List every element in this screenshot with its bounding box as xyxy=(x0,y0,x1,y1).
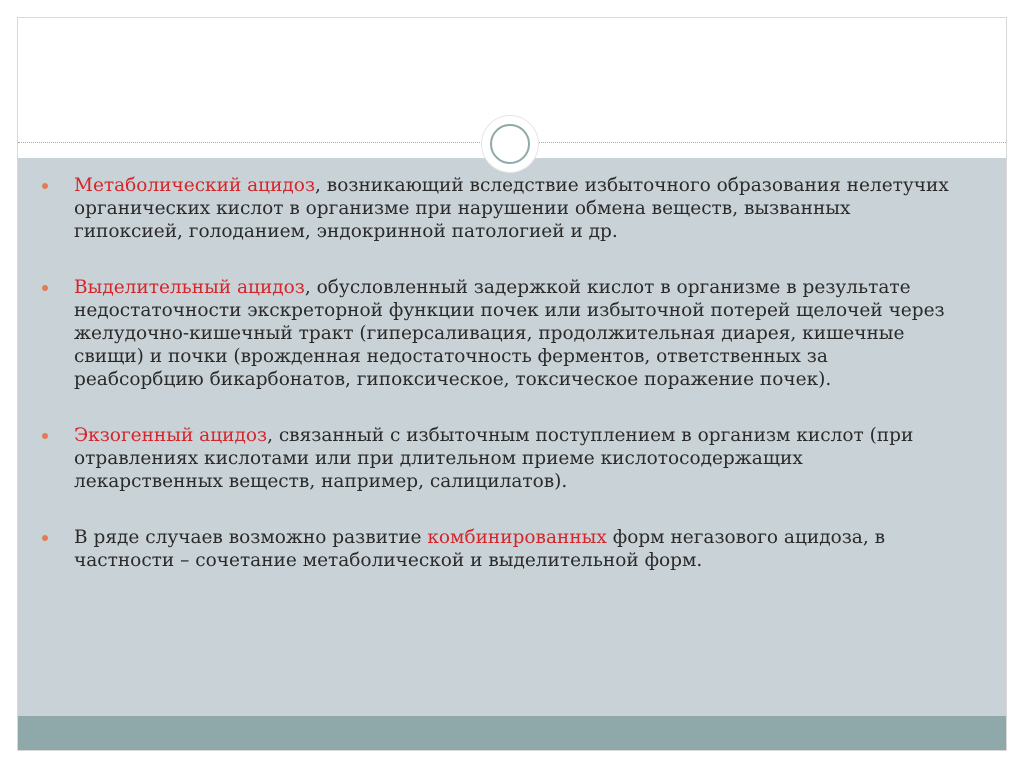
circle-ring-inner xyxy=(490,124,530,164)
term-metabolic-acidosis: Метаболический ацидоз xyxy=(74,175,316,196)
bullet-dot-icon xyxy=(42,183,48,189)
bullet-item-exogenous-acidosis xyxy=(32,424,952,493)
term-combined-forms: комбинированных xyxy=(427,527,607,548)
bullet-dot-icon xyxy=(42,433,48,439)
bullet-item-combined-acidosis xyxy=(32,526,952,572)
slide-footer-band xyxy=(18,716,1006,751)
description-combined-acidosis: форм негазового ацидоза, в частности – сочетание метаболической и выделительной форм. xyxy=(74,527,886,571)
description-combined-intro: В ряде случаев возможно развитие xyxy=(74,527,428,548)
term-excretory-acidosis: Выделительный ацидоз xyxy=(74,277,305,298)
term-exogenous-acidosis: Экзогенный ацидоз xyxy=(74,425,268,446)
bullet-dot-icon xyxy=(42,285,48,291)
bullet-list xyxy=(32,174,952,605)
description-metabolic-acidosis: , возникающий вследствие избыточного образования нелетучих органических кислот в организме при нарушении обмена веществ, вызванных гипоксией, голоданием, эндокринной патологией и др. xyxy=(74,175,949,242)
bullet-item-excretory-acidosis xyxy=(32,276,952,391)
bullet-dot-icon xyxy=(42,535,48,541)
circle-ring-icon xyxy=(482,116,538,172)
description-exogenous-acidosis: , связанный с избыточным поступлением в организм кислот (при отравлениях кислотами или при длительном приеме кислотосодержащих лекарственных веществ, например, салицилатов). xyxy=(74,425,914,492)
description-excretory-acidosis: , обусловленный задержкой кислот в организме в результате недостаточности экскреторной функции почек или избыточной потерей щелочей через желудочно-кишечный тракт (гиперсаливация, продолжительная диарея, кишечные свищи) и почки (врожденная недостаточность ферментов, ответственных за реабсорбцию бикарбонатов, гипоксическое, токсическое поражение почек). xyxy=(74,277,945,390)
bullet-item-metabolic-acidosis xyxy=(32,174,952,243)
